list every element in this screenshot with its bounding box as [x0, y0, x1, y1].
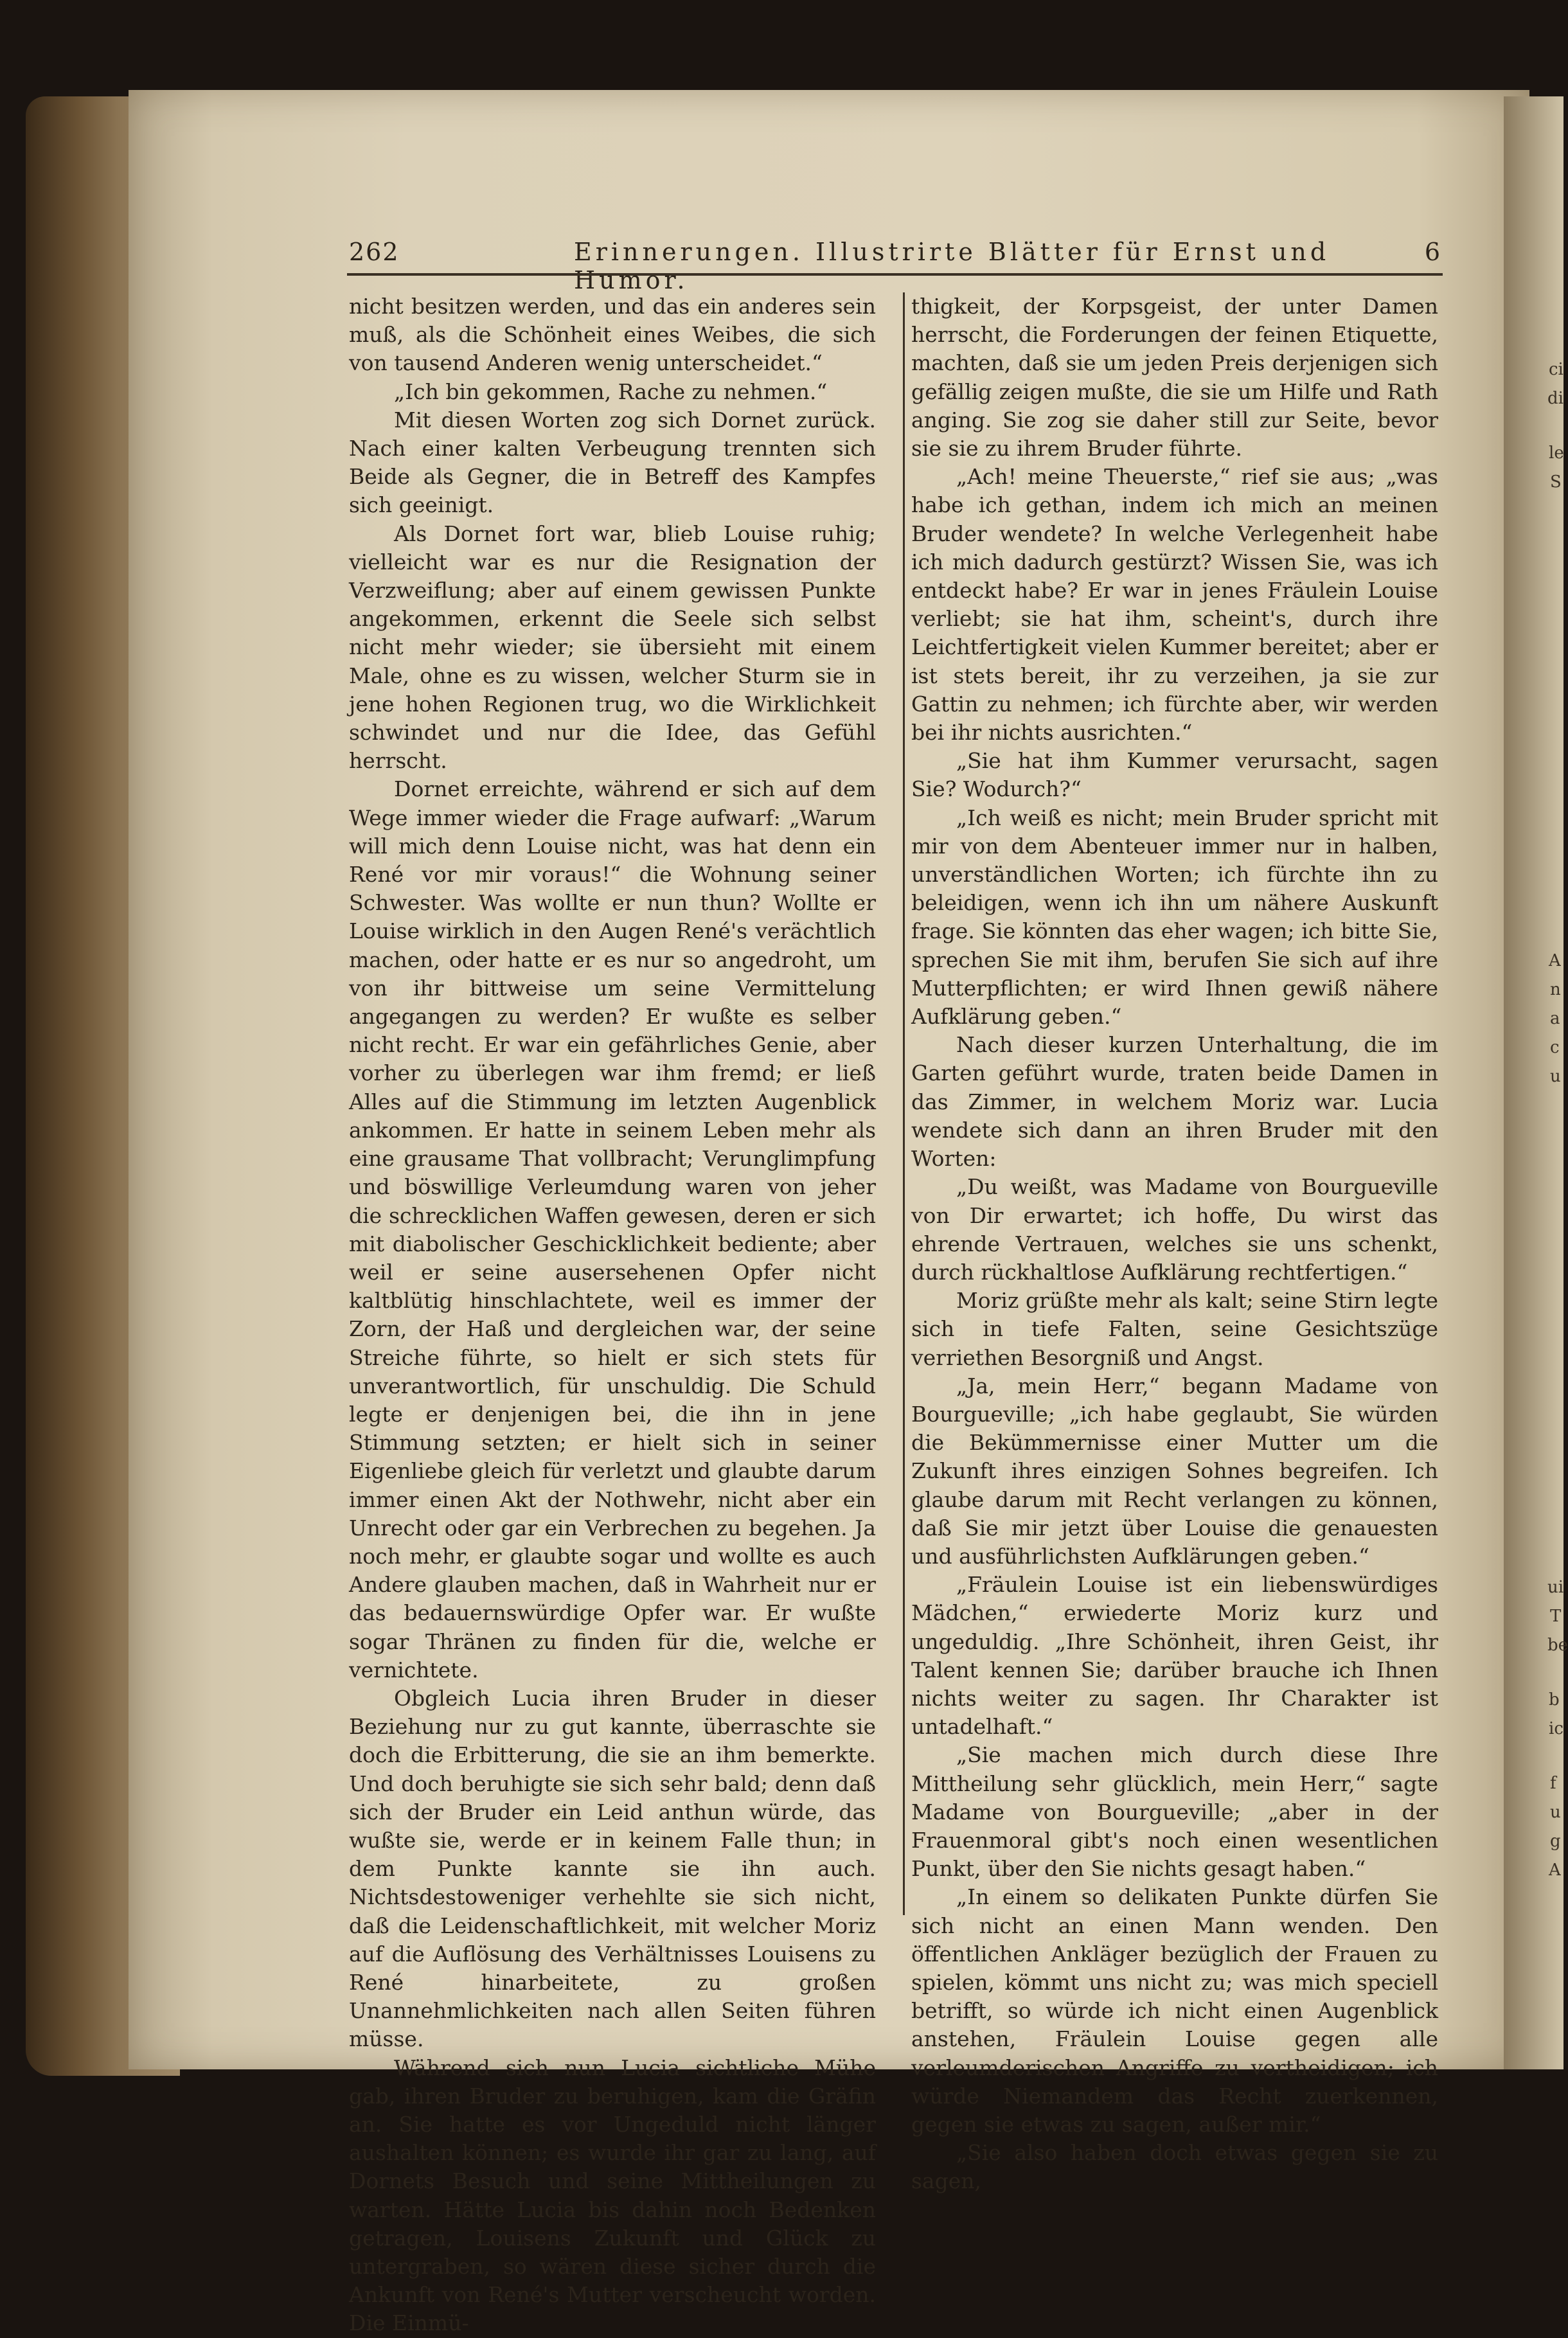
- paragraph: „In einem so delikaten Punkte dürfen Sie sich nicht an einen Mann wenden. Den öffentlichen Ankläger bezüglich der Frauen zu spielen, kömmt uns nicht zu; was mich speciell betrifft, so würde ich nicht einen Augenblick anstehen, Fräulein Louise gegen alle verleumderischen Angriffe zu vertheidigen; ich würde Niemandem das Recht zuerkennen, gegen sie etwas zu sagen, außer mir.“: [911, 1884, 1438, 2137]
- margin-fragment: di: [1547, 389, 1564, 408]
- header-rule: [347, 273, 1443, 276]
- paragraph: „Ich bin gekommen, Rache zu nehmen.“: [394, 379, 828, 404]
- margin-fragment: ic: [1549, 1719, 1564, 1738]
- margin-fragment: f: [1550, 1774, 1556, 1793]
- margin-fragment: A: [1549, 951, 1561, 970]
- paragraph: Obgleich Lucia ihren Bruder in dieser Beziehung nur zu gut kannte, überraschte sie doch die Erbitterung, die sie an ihm bemerkte. Und doch beruhigte sie sich sehr bald; denn daß sich der Bruder ein Leid anthun würde, das wußte sie, werde er in keinem Falle thun; in dem Punkte kannte sie ihn auch. Nichtsdestoweniger verhehlte sie sich nicht, daß die Leidenschaftlichkeit, mit welcher Moriz auf die Auflösung des Verhältnisses Louisens zu René hinarbeitete, zu großen Unannehmlichkeiten nach allen Seiten führen müsse.: [349, 1685, 876, 2052]
- paragraph: „Sie hat ihm Kummer verursacht, sagen Sie? Wodurch?“: [911, 748, 1438, 802]
- left-column: [349, 292, 876, 2338]
- margin-fragment: n: [1550, 980, 1561, 999]
- paragraph: Dornet erreichte, während er sich auf dem Wege immer wieder die Frage aufwarf: „Warum will mich denn Louise nicht, was hat denn ein René vor mir voraus!“ die Wohnung seiner Schwester. Was wollte er nun thun? Wollte er Louise wirklich in den Augen René's verächtlich machen, oder hatte er es nur so angedroht, um von ihr bittweise um seine Vermittelung angegangen zu werden? Er wußte es selber nicht recht. Er war ein gefährliches Genie, aber vorher zu überlegen war ihm fremd; er ließ Alles auf die Stimmung im letzten Augenblick ankommen. Er hatte in seinem Leben mehr als eine grausame That vollbracht; Verunglimpfung und böswillige Verleumdung waren von jeher die schrecklichen Waffen gewesen, deren er sich mit diabolischer Geschicklichkeit bediente; aber weil er seine ausersehenen Opfer nicht kaltblütig hinschlachtete, weil es immer der Zorn, der Haß und dergleichen war, der seine Streiche führte, so hielt er sich stets für unverantwortlich, für unschuldig. Die Schuld legte er denjenigen bei, die ihn in jene Stimmung setzten; er hielt sich in seiner Eigenliebe gleich für verletzt und glaubte darum immer einen Akt der Nothwehr, nicht aber ein Unrecht oder gar ein Verbrechen zu begehen. Ja noch mehr, er glaubte sogar und wollte es auch Andere glauben machen, daß in Wahrheit nur er das bedauernswürdige Opfer war. Er wußte sogar Thränen zu finden für die, welche er vernichtete.: [349, 776, 876, 1682]
- running-title: Erinnerungen. Illustrirte Blätter für Ernst und Humor.: [574, 238, 1330, 294]
- paragraph: „Sie also haben doch etwas gegen sie zu sagen,: [911, 2140, 1438, 2194]
- paragraph: „Ach! meine Theuerste,“ rief sie aus; „was habe ich gethan, indem ich mich an meinen Bruder wendete? In welche Verlegenheit habe ich mich dadurch gestürzt? Wissen Sie, was ich entdeckt habe? Er war in jenes Fräulein Louise verliebt; sie hat ihm, scheint's, durch ihre Leichtfertigkeit vielen Kummer bereitet; aber er ist stets bereit, ihr zu verzeihen, ja sie zur Gattin zu nehmen; ich fürchte aber, wir werden bei ihr nichts ausrichten.“: [911, 464, 1438, 745]
- margin-fragment: T: [1550, 1607, 1562, 1626]
- paragraph: „Ja, mein Herr,“ begann Madame von Bourgueville; „ich habe geglaubt, Sie würden die Bekümmernisse einer Mutter um die Zukunft ihres einzigen Sohnes begreifen. Ich glaube darum mit Recht verlangen zu können, daß Sie mir jetzt über Louise die genauesten und ausführlichsten Aufklärungen geben.“: [911, 1373, 1438, 1569]
- margin-fragment: a: [1550, 1009, 1560, 1028]
- margin-fragment: A: [1549, 1861, 1561, 1880]
- column-divider: [903, 292, 905, 1915]
- paragraph: Moriz grüßte mehr als kalt; seine Stirn legte sich in tiefe Falten, seine Gesichtszüge verriethen Besorgniß und Angst.: [911, 1288, 1438, 1370]
- margin-fragment: S: [1550, 472, 1562, 492]
- paragraph: „Sie machen mich durch diese Ihre Mittheilung sehr glücklich, mein Herr,“ sagte Madame von Bourgueville; „aber in der Frauenmoral gibt's noch einen wesentlichen Punkt, über den Sie nichts gesagt haben.“: [911, 1742, 1438, 1882]
- paragraph: Mit diesen Worten zog sich Dornet zurück. Nach einer kalten Verbeugung trennten sich Beide als Gegner, die in Betreff des Kampfes sich geeinigt.: [349, 407, 876, 518]
- margin-fragment: be: [1547, 1636, 1568, 1655]
- right-column: [911, 292, 1438, 2196]
- paragraph: „Fräulein Louise ist ein liebenswürdiges Mädchen,“ erwiederte Moriz kurz und ungeduldig. „Ihre Schönheit, ihren Geist, ihr Talent kennen Sie; darüber brauche ich Ihnen nichts weiter zu sagen. Ihr Charakter ist untadelhaft.“: [911, 1572, 1438, 1740]
- paragraph: Nach dieser kurzen Unterhaltung, die im Garten geführt wurde, traten beide Damen in das Zimmer, in welchem Moriz war. Lucia wendete sich dann an ihren Bruder mit den Worten:: [911, 1032, 1438, 1172]
- margin-fragment: u: [1550, 1067, 1561, 1086]
- paragraph: Als Dornet fort war, blieb Louise ruhig; vielleicht war es nur die Resignation der Verzweiflung; aber auf einem gewissen Punkte angekommen, erkennt die Seele sich selbst nicht mehr wieder; sie übersieht mit einem Male, ohne es zu wissen, welcher Sturm sie in jene hohen Regionen trug, wo die Wirklichkeit schwindet und nur die Idee, das Gefühl herrscht.: [349, 521, 876, 774]
- margin-fragment: g: [1550, 1832, 1561, 1851]
- margin-fragment: u: [1550, 1803, 1561, 1822]
- margin-fragment: ui: [1547, 1578, 1564, 1597]
- running-header: [349, 238, 1441, 294]
- paragraph: „Ich weiß es nicht; mein Bruder spricht mit mir von dem Abenteuer immer nur in halben, unverständlichen Worten; ich fürchte ihn zu beleidigen, wenn ich ihn um nähere Auskunft frage. Sie könnten das eher wagen; ich bitte Sie, sprechen Sie mit ihm, berufen Sie sich auf ihre Mutterpflichten; er wird Ihnen gewiß nähere Aufklärung geben.“: [911, 805, 1438, 1030]
- margin-fragment: c: [1550, 1038, 1560, 1057]
- paragraph: Während sich nun Lucia sichtliche Mühe gab, ihren Bruder zu beruhigen, kam die Gräfin an. Sie hatte es vor Ungeduld nicht länger aushalten können; es wurde ihr gar zu lang, auf Dornets Besuch und seine Mittheilungen zu warten. Hätte Lucia bis dahin noch Bedenken getragen, Louisens Zukunft und Glück zu untergraben, so wären diese sicher durch die Ankunft von René's Mutter verscheucht worden. Die Einmü-: [349, 2055, 876, 2336]
- margin-fragment: ci: [1549, 360, 1564, 379]
- margin-fragment: le: [1549, 443, 1564, 463]
- signature-mark: 6: [1424, 238, 1441, 266]
- paragraph: „Du weißt, was Madame von Bourgueville von Dir erwartet; ich hoffe, Du wirst das ehrende Vertrauen, welches sie uns schenkt, durch rückhaltlose Aufklärung rechtfertigen.“: [911, 1174, 1438, 1285]
- paragraph: thigkeit, der Korpsgeist, der unter Damen herrscht, die Forderungen der feinen Etiquette, machten, daß sie um jeden Preis derjenigen sich gefällig zeigen mußte, die sie um Hilfe und Rath anging. Sie zog sie daher still zur Seite, bevor sie sie zu ihrem Bruder führte.: [911, 294, 1438, 461]
- page-number: 262: [349, 238, 400, 266]
- margin-fragment: b: [1549, 1690, 1560, 1709]
- paragraph: nicht besitzen werden, und das ein anderes sein muß, als die Schönheit eines Weibes, die sich von tausend Anderen wenig unterscheidet.“: [349, 294, 876, 376]
